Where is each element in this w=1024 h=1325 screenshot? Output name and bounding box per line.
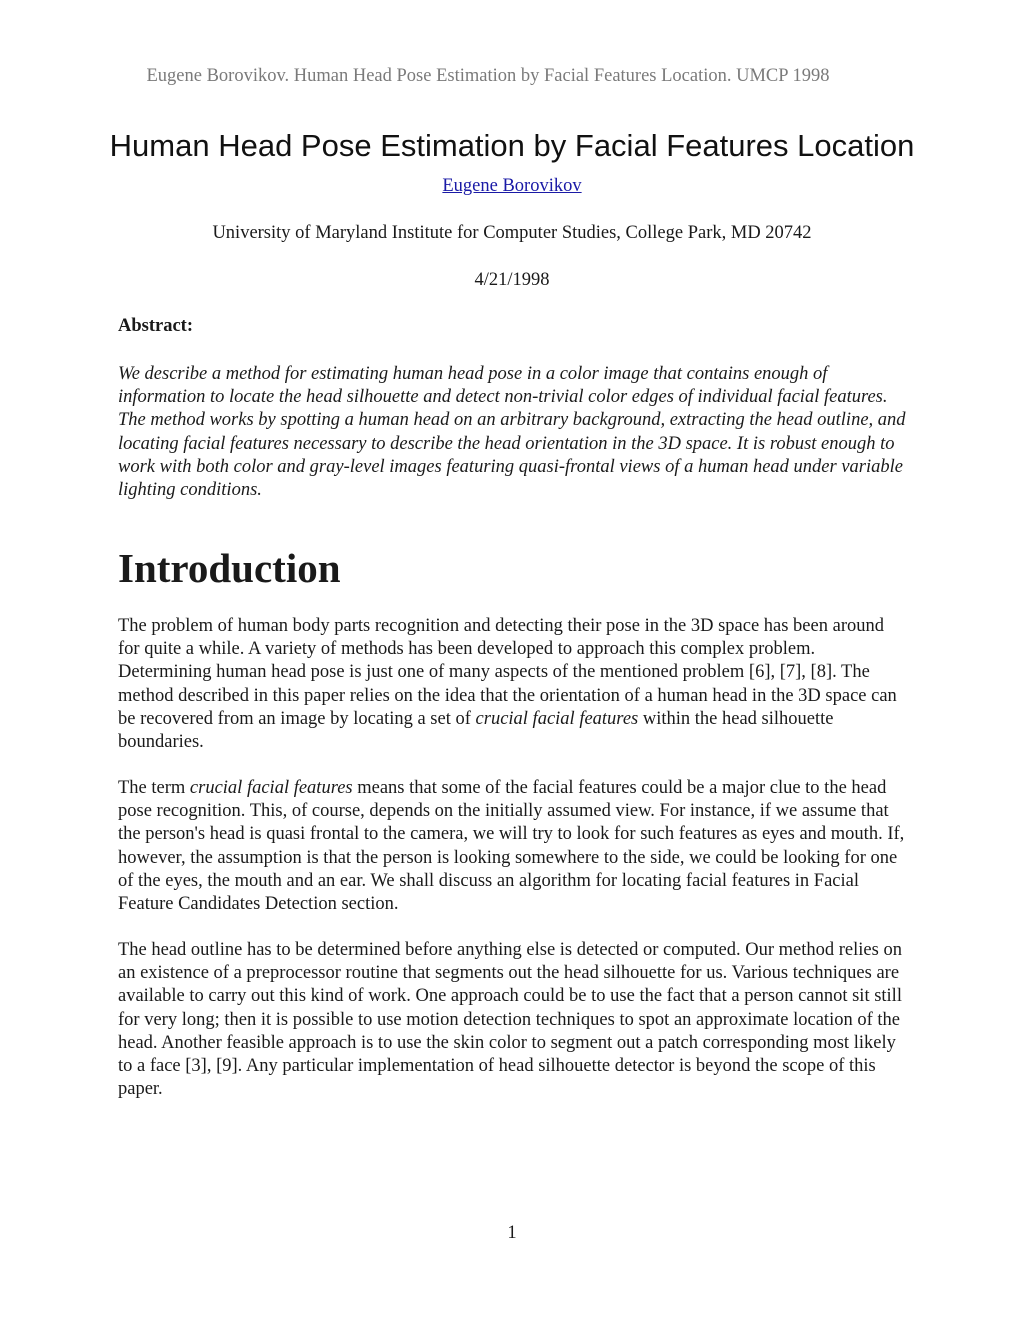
- abstract-heading: Abstract:: [118, 316, 194, 336]
- running-header: Eugene Borovikov. Human Head Pose Estimation by Facial Features Location. UMCP 1998: [146, 66, 830, 86]
- affiliation: University of Maryland Institute for Computer Studies, College Park, MD 20742: [212, 223, 812, 243]
- paper-title: Human Head Pose Estimation by Facial Features Location: [109, 128, 915, 163]
- intro-paragraph-2: [118, 777, 910, 916]
- paragraph-text: within the head silhouette boundaries.: [118, 708, 834, 753]
- page-number: 1: [507, 1223, 517, 1243]
- intro-paragraph-3: The head outline has to be determined before anything else is detected or computed. Our method relies on an existence of a preprocessor routine that segments out the head silhouette for us. Various techniques are available to carry out this kind of work. One approach could be to use the fact that a person cannot sit still for very long; then it is possible to use motion detection techniques to spot an approximate location of the head. Another feasible approach is to use the skin color to segment out a patch corresponding most likely to a face [3], [9]. Any particular implementation of head silhouette detector is beyond the scope of this paper.: [118, 940, 902, 1100]
- author-line: [0, 176, 1024, 197]
- paragraph-text: The problem of human body parts recognition and detecting their pose in the 3D space has been around for quite a while. A variety of methods has been developed to approach this complex problem. Determining human head pose is just one of many aspects of the mentioned problem [6], [7], [8]. The method described in this paper relies on the idea that the orientation of a human head in the 3D space can be recovered from an image by locating a set of: [118, 616, 897, 729]
- emphasized-term: crucial facial features: [189, 778, 353, 798]
- section-heading-introduction: Introduction: [118, 545, 341, 591]
- emphasized-term: crucial facial features: [475, 708, 639, 729]
- publication-date: 4/21/1998: [474, 270, 550, 290]
- paragraph-text: means that some of the facial features could be a major clue to the head pose recognition. This, of course, depends on the initially assumed view. For instance, if we assume that the person's head is quasi frontal to the camera, we will try to look for such features as eyes and mouth. If, however, the assumption is that the person is looking somewhere to the side, we could be looking for one of the eyes, the mouth and an ear. We shall discuss an algorithm for locating facial features in Facial Feature Candidates Detection section.: [118, 778, 905, 915]
- paragraph-text: The term: [118, 778, 190, 798]
- abstract-text: We describe a method for estimating human head pose in a color image that contains enough of information to locate the head silhouette and detect non-trivial color edges of individual facial features. The method works by spotting a human head on an arbitrary background, extracting the head outline, and locating facial features necessary to describe the head orientation in the 3D space. It is robust enough to work with both color and gray-level images featuring quasi-frontal views of a human head under variable lighting conditions.: [118, 364, 906, 501]
- author-link[interactable]: Eugene Borovikov: [442, 176, 582, 196]
- intro-paragraph-1: [118, 615, 910, 754]
